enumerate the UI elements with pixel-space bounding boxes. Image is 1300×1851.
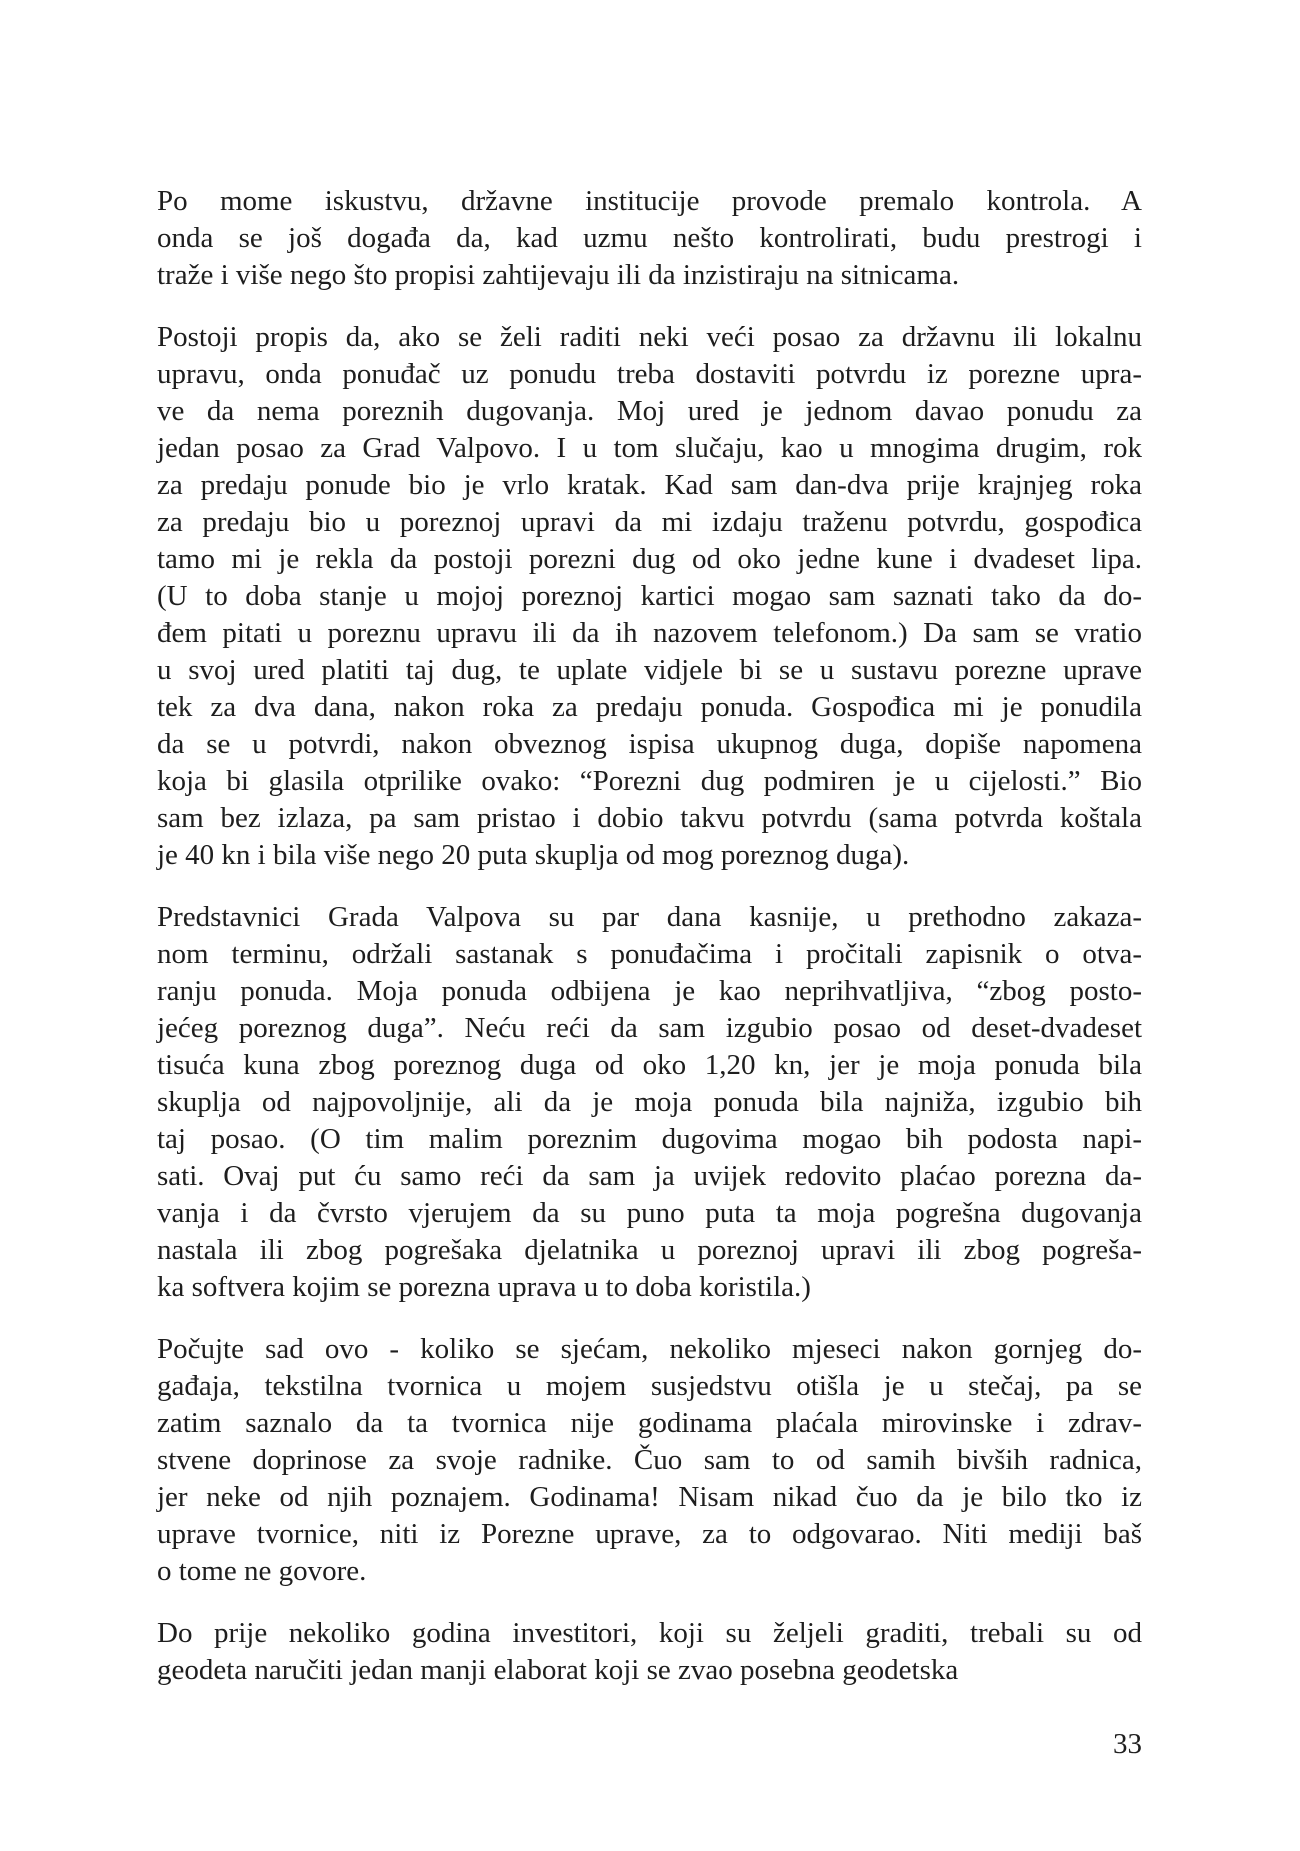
paragraph: [157, 183, 1142, 294]
text-line: je 40 kn i bila više nego 20 puta skuplja od mog poreznog duga).: [157, 839, 910, 871]
text-line: taj posao. (O tim malim poreznim dugovima mogao bih podosta napi-: [157, 1123, 1142, 1155]
text-line: zatim saznalo da ta tvornica nije godinama plaćala mirovinske i zdrav-: [157, 1407, 1142, 1439]
text-line: o tome ne govore.: [157, 1555, 367, 1587]
page-number: 33: [1113, 1728, 1142, 1760]
paragraph: [157, 1615, 1142, 1689]
text-line: Postoji propis da, ako se želi raditi neki veći posao za državnu ili lokalnu: [157, 321, 1142, 353]
text-line: Do prije nekoliko godina investitori, koji su željeli graditi, trebali su od: [157, 1617, 1142, 1649]
text-line: koja bi glasila otprilike ovako: “Porezni dug podmiren je u cijelosti.” Bio: [157, 765, 1142, 797]
text-line: za predaju bio u poreznoj upravi da mi izdaju traženu potvrdu, gospođica: [157, 506, 1142, 538]
text-line: da se u potvrdi, nakon obveznog ispisa ukupnog duga, dopiše napomena: [157, 728, 1142, 760]
text-line: (U to doba stanje u mojoj poreznoj kartici mogao sam saznati tako da do-: [157, 580, 1142, 612]
text-line: nom terminu, održali sastanak s ponuđačima i pročitali zapisnik o otva-: [157, 938, 1142, 970]
text-line: Predstavnici Grada Valpova su par dana kasnije, u prethodno zakaza-: [157, 901, 1142, 933]
text-line: jećeg poreznog duga”. Neću reći da sam izgubio posao od deset-dvadeset: [157, 1012, 1142, 1044]
paragraph: [157, 319, 1142, 874]
text-line: stvene doprinose za svoje radnike. Čuo sam to od samih bivših radnica,: [157, 1444, 1142, 1476]
text-line: Po mome iskustvu, državne institucije provode premalo kontrola. A: [157, 185, 1142, 217]
text-line: ve da nema poreznih dugovanja. Moj ured je jednom davao ponudu za: [157, 395, 1142, 427]
paragraph: [157, 1331, 1142, 1590]
text-line: onda se još događa da, kad uzmu nešto kontrolirati, budu prestrogi i: [157, 222, 1142, 254]
text-line: sam bez izlaza, pa sam pristao i dobio takvu potvrdu (sama potvrda koštala: [157, 802, 1142, 834]
text-line: jedan posao za Grad Valpovo. I u tom slučaju, kao u mnogima drugim, rok: [157, 432, 1142, 464]
text-line: ka softvera kojim se porezna uprava u to doba koristila.): [157, 1271, 811, 1303]
text-line: upravu, onda ponuđač uz ponudu treba dostaviti potvrdu iz porezne upra-: [157, 358, 1142, 390]
text-line: skuplja od najpovoljnije, ali da je moja ponuda bila najniža, izgubio bih: [157, 1086, 1142, 1118]
text-line: za predaju ponude bio je vrlo kratak. Kad sam dan-dva prije krajnjeg roka: [157, 469, 1142, 501]
text-line: gađaja, tekstilna tvornica u mojem susjedstvu otišla je u stečaj, pa se: [157, 1370, 1142, 1402]
text-line: đem pitati u poreznu upravu ili da ih nazovem telefonom.) Da sam se vratio: [157, 617, 1142, 649]
text-line: nastala ili zbog pogrešaka djelatnika u poreznoj upravi ili zbog pogreša-: [157, 1234, 1142, 1266]
text-line: uprave tvornice, niti iz Porezne uprave, za to odgovarao. Niti mediji baš: [157, 1518, 1142, 1550]
text-line: traže i više nego što propisi zahtijevaju ili da inzistiraju na sitnicama.: [157, 259, 960, 291]
text-line: tisuća kuna zbog poreznog duga od oko 1,20 kn, jer je moja ponuda bila: [157, 1049, 1142, 1081]
text-line: ranju ponuda. Moja ponuda odbijena je kao neprihvatljiva, “zbog posto-: [157, 975, 1142, 1007]
text-line: jer neke od njih poznajem. Godinama! Nisam nikad čuo da je bilo tko iz: [157, 1481, 1142, 1513]
text-line: Počujte sad ovo - koliko se sjećam, nekoliko mjeseci nakon gornjeg do-: [157, 1333, 1142, 1365]
text-line: u svoj ured platiti taj dug, te uplate vidjele bi se u sustavu porezne uprave: [157, 654, 1142, 686]
text-block: [157, 183, 1142, 1714]
text-line: geodeta naručiti jedan manji elaborat koji se zvao posebna geodetska: [157, 1654, 959, 1686]
text-line: tamo mi je rekla da postoji porezni dug od oko jedne kune i dvadeset lipa.: [157, 543, 1142, 575]
text-line: tek za dva dana, nakon roka za predaju ponuda. Gospođica mi je ponudila: [157, 691, 1142, 723]
text-line: sati. Ovaj put ću samo reći da sam ja uvijek redovito plaćao porezna da-: [157, 1160, 1142, 1192]
text-line: vanja i da čvrsto vjerujem da su puno puta ta moja pogrešna dugovanja: [157, 1197, 1142, 1229]
paragraph: [157, 899, 1142, 1306]
